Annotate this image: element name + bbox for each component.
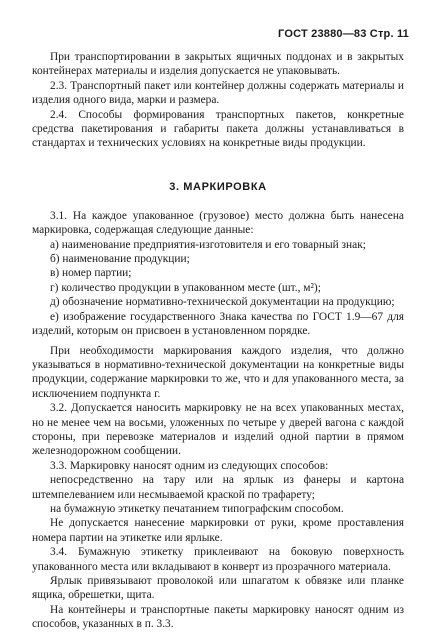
paragraph-3-2: 3.2. Допускается наносить маркировку не на всех упакованных местах, но не менее чем на восьми, уложенных по четыре у дверей вагона с каждой стороны, при перевозке материалов и изделий одной партии в прямом железнодорожном сообщении. bbox=[32, 402, 404, 458]
paragraph-tag-attachment: Ярлык привязывают проволокой или шпагатом к обвязке или планке ящика, обрешетки, щита. bbox=[32, 575, 404, 602]
document-body bbox=[32, 50, 404, 632]
paragraph-individual-marking: При необходимости маркирования каждого изделия, что должно указываться в нормативно-технической документации на конкретные виды продукции, содержание маркировки то же, что и для упакованного места, за исключением подпункта г. bbox=[32, 344, 404, 400]
list-item-e: е) изображение государственного Знака качества по ГОСТ 1.9—67 для изделий, которым он присвоен в установленном порядке. bbox=[32, 310, 404, 338]
paragraph-2-3: 2.3. Транспортный пакет или контейнер должны содержать материалы и изделия одного вида, марки и размера. bbox=[32, 79, 404, 107]
paragraph-3-3: 3.3. Маркировку наносят одним из следующих способов: bbox=[50, 459, 329, 472]
paragraph-method-label: на бумажную этикетку печатанием типографским способом. bbox=[50, 502, 344, 515]
page-header: ГОСТ 23880—83 Стр. 11 bbox=[278, 28, 409, 40]
paragraph-method-stencil: непосредственно на тару или на ярлык из фанеры и картона штемпелеванием или несмываемой краской по трафарету; bbox=[32, 474, 404, 501]
list-item-a: а) наименование предприятия-изготовителя и его товарный знак; bbox=[50, 238, 366, 251]
paragraph-no-handwriting: Не допускается нанесение маркировки от руки, кроме проставления номера партии на этикетке или ярлыке. bbox=[32, 517, 404, 544]
section-title: 3. МАРКИРОВКА bbox=[169, 180, 267, 193]
paragraph-3-1: 3.1. На каждое упакованное (грузовое) место должна быть нанесена маркировка, содержащая следующие данные: bbox=[32, 209, 404, 237]
paragraph-2-4: 2.4. Способы формирования транспортных пакетов, конкретные средства пакетирования и габариты пакета должны устанавливаться в стандартах и технических условиях на конкретные виды продукции. bbox=[32, 108, 404, 150]
list-item-b: б) наименование продукции; bbox=[50, 253, 190, 266]
list-item-d: д) обозначение нормативно-технической документации на продукцию; bbox=[50, 296, 395, 309]
paragraph-packaging-exemption: При транспортировании в закрытых ящичных поддонах и в закрытых контейнерах материалы и изделия допускается не упаковывать. bbox=[32, 51, 404, 78]
paragraph-3-4: 3.4. Бумажную этикетку приклеивают на боковую поверхность упакованного места или вкладывают в конверт из прозрачного материала. bbox=[32, 546, 404, 573]
paragraph-containers: На контейнеры и транспортные пакеты маркировку наносят одним из способов, указанных в п. 3.3. bbox=[32, 603, 404, 631]
list-item-v: в) номер партии; bbox=[50, 267, 132, 280]
list-item-g: г) количество продукции в упакованном месте (шт., м²); bbox=[50, 281, 321, 294]
